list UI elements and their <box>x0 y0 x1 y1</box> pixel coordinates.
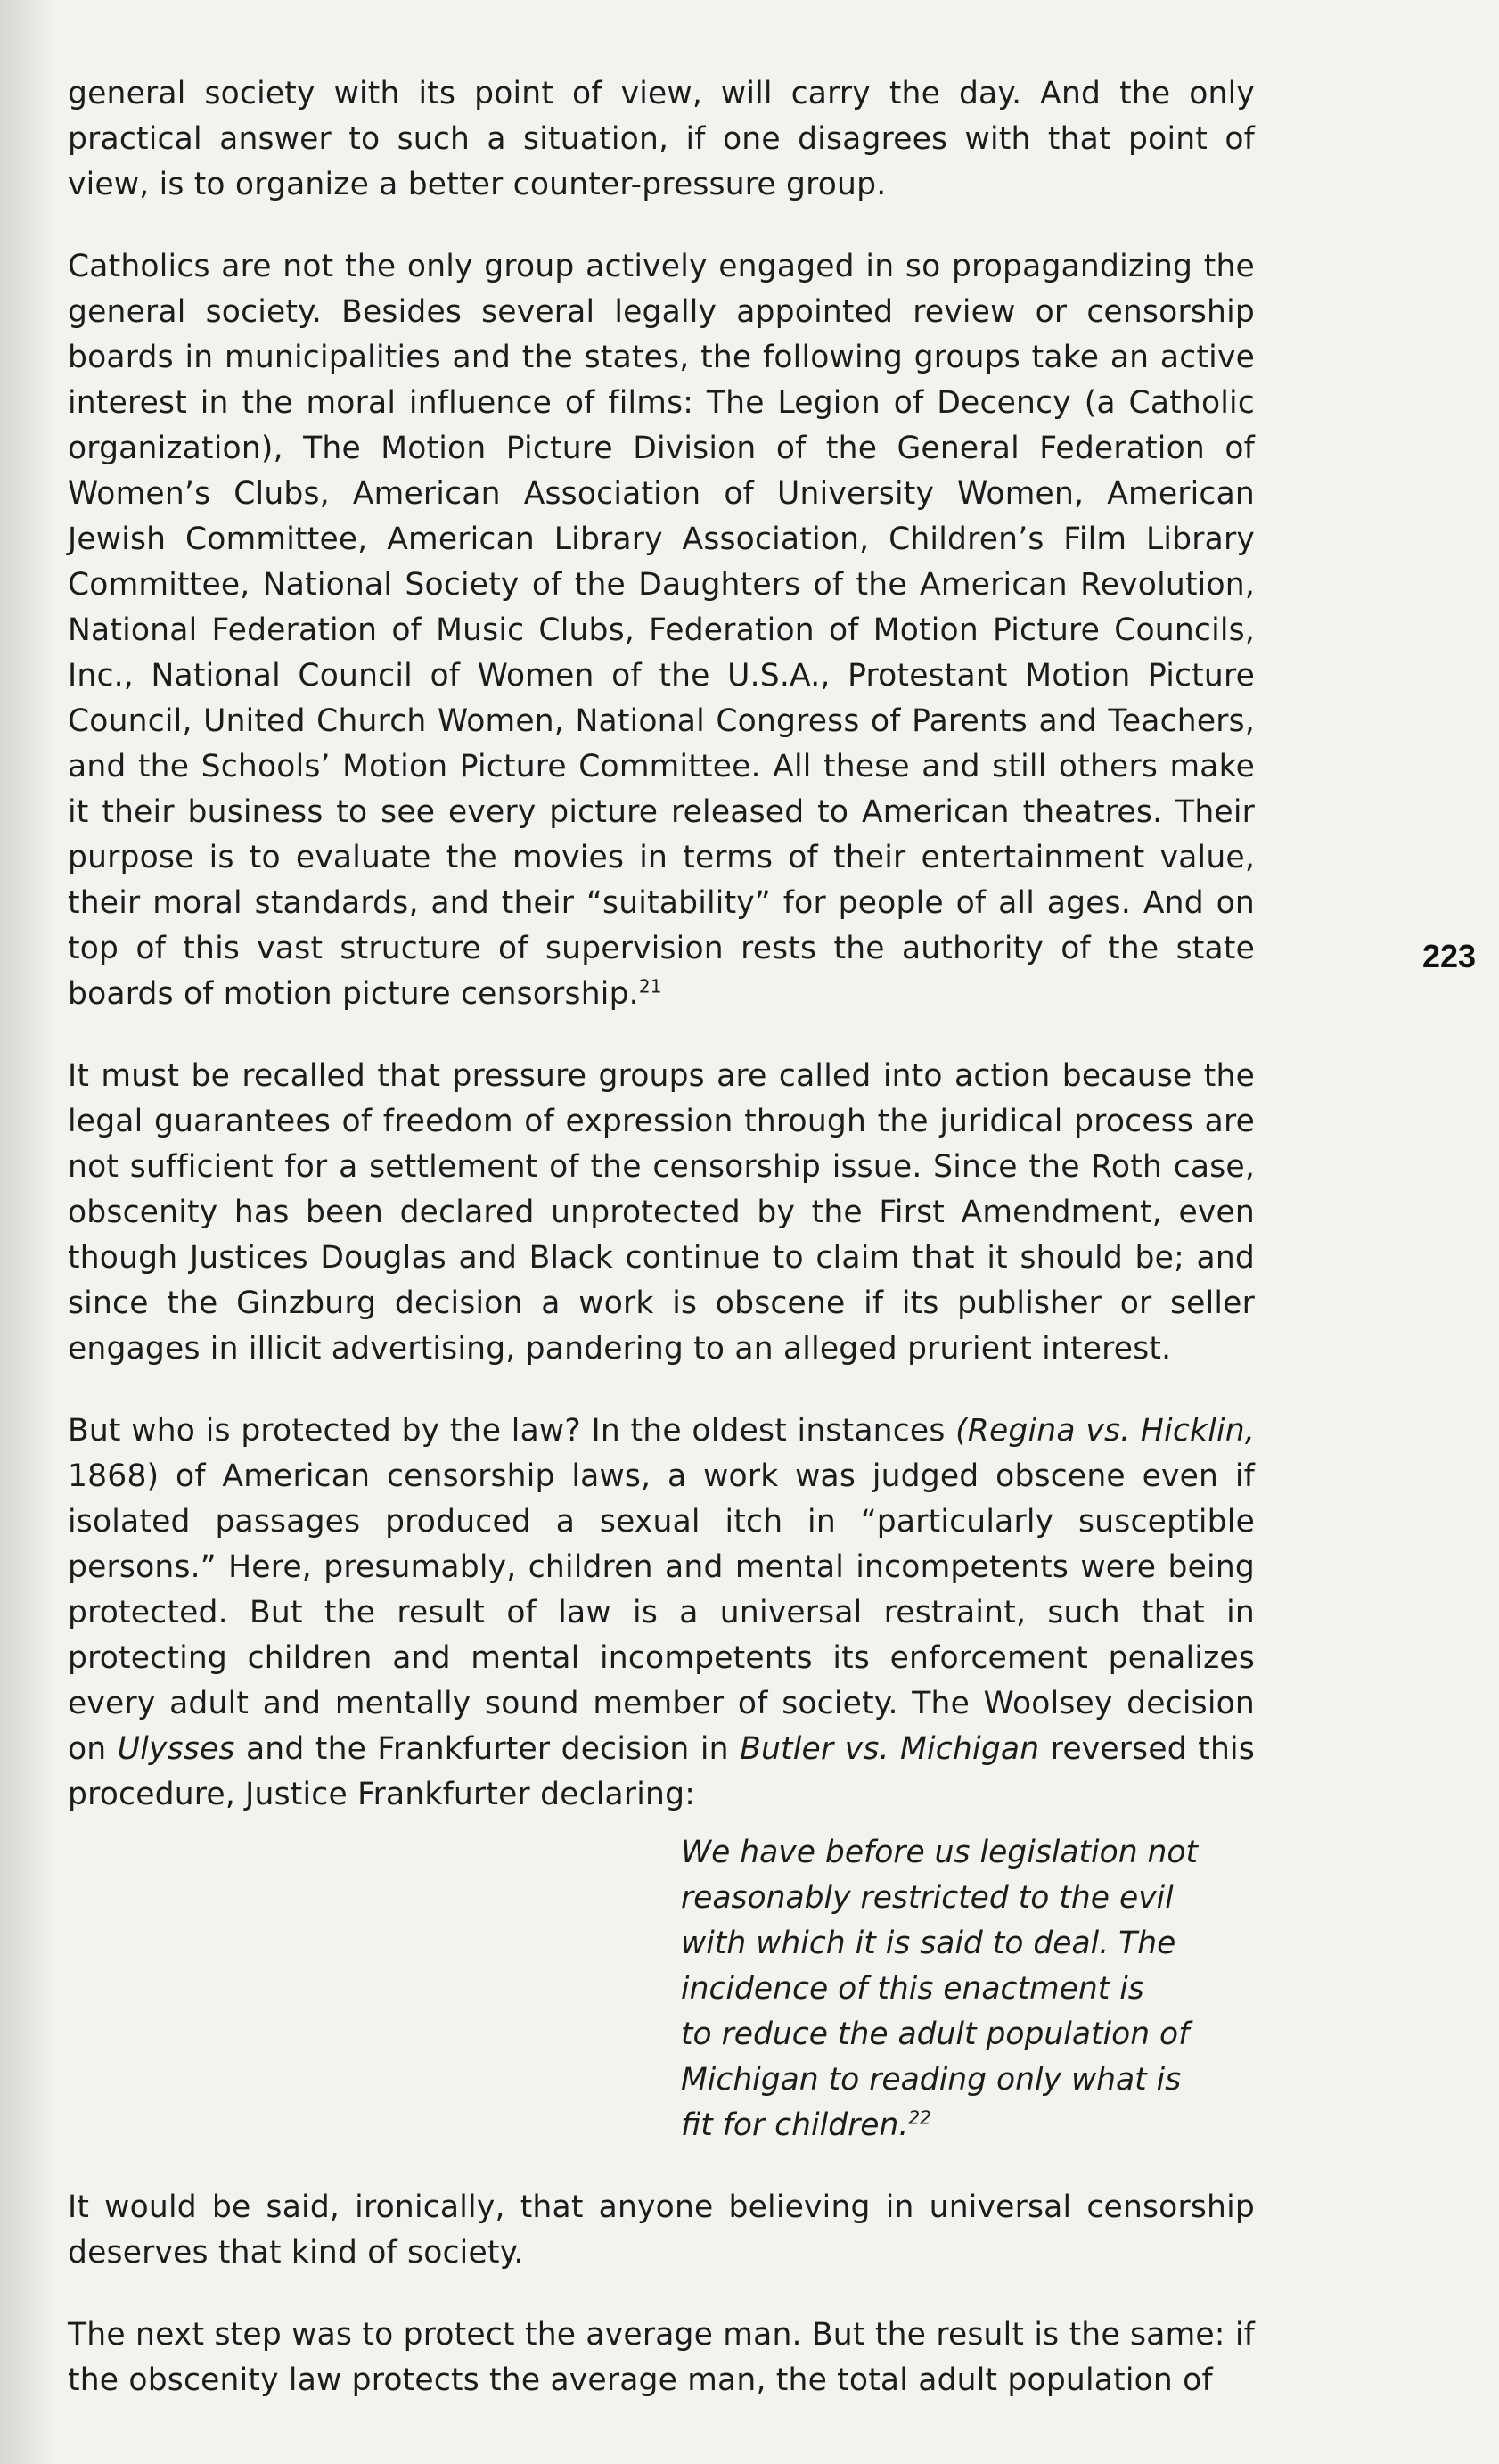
frankfurter-quote <box>681 1830 1233 2148</box>
paragraph-3-text: It must be recalled that pressure groups are called into action because the legal guarantees of freedom of expression through the juridical process are not sufficient for a settlement of the censorship issue. Since the Roth case, obscenity has been declared unprotected by the First Amendment, even though Justices Douglas and Black continue to claim that it should be; and since the Ginzburg decision a work is obscene if its publisher or seller engages in illicit advertising, pandering to an alleged prurient interest. <box>68 1058 1255 1367</box>
paragraph-2 <box>68 244 1255 1017</box>
paragraph-5 <box>68 2185 1255 2276</box>
paragraph-1 <box>68 71 1255 208</box>
quote-line-7 <box>681 2103 1233 2148</box>
page-gutter-shadow <box>0 0 53 2464</box>
paragraph-4-text-g: reversed this procedure, Justice Frankfurter declaring: <box>68 1731 1256 1812</box>
text-column <box>68 71 1255 2440</box>
quote-line-3: with which it is said to deal. The <box>681 1926 1176 1961</box>
paragraph-4-text-c: 1868) of American censorship laws, a work was judged obscene even if isolated passages produced a sexual itch in “particularly susceptible persons.” Here, presumably, children and mental incompetents were being protected. But the result of law is a universal restraint, such that in protecting children and mental incompetents its enforcement penalizes every adult and mentally sound member of society. The Woolsey decision on <box>68 1458 1255 1767</box>
quote-line-1: We have before us legislation not <box>681 1835 1199 1870</box>
paragraph-5-text: It would be said, ironically, that anyone believing in universal censorship deserves that kind of society. <box>68 2189 1255 2271</box>
book-title-ulysses: Ulysses <box>117 1731 235 1767</box>
paragraph-6 <box>68 2312 1255 2403</box>
case-citation-regina-hicklin: (Regina vs. Hicklin, <box>955 1413 1255 1449</box>
paragraph-4-text-a: But who is protected by the law? In the oldest instances <box>68 1413 956 1449</box>
footnote-marker-21: 21 <box>638 975 662 998</box>
quote-line-6: Michigan to reading only what is <box>681 2062 1182 2098</box>
paragraph-1-text: general society with its point of view, will carry the day. And the only practical answer to such a situation, if one disagrees with that point of view, is to organize a better counter-pressure group. <box>68 76 1255 202</box>
page-number: 223 <box>1422 938 1477 974</box>
quote-line-5: to reduce the adult population of <box>681 2016 1190 2052</box>
paragraph-6-text: The next step was to protect the average man. But the result is the same: if the obscenity law protects the average man, the total adult population of <box>68 2317 1255 2398</box>
paragraph-4-text-e: and the Frankfurter decision in <box>234 1731 741 1767</box>
case-citation-butler-michigan: Butler vs. Michigan <box>740 1731 1040 1767</box>
paragraph-2-text: Catholics are not the only group actively engaged in so propagandizing the general society. Besides several legally appointed review or censorship boards in municipalities and the states, the following groups take an active interest in the moral influence of films: The Legion of Decency (a Catholic organization), The Motion Picture Division of the General Federation of Women’s Clubs, American Association of University Women, American Jewish Committee, American Library Association, Children’s Film Library Committee, National Society of the Daughters of the American Revolution, National Federation of Music Clubs, Federation of Motion Picture Councils, Inc., National Council of Women of the U.S.A., Protestant Motion Picture Council, United Church Women, National Congress of Parents and Teachers, and the Schools’ Motion Picture Committee. All these and still others make it their business to see every picture released to American theatres. Their purpose is to evaluate the movies in terms of their entertainment value, their moral standards, and their “suitability” for people of all ages. And on top of this vast structure of supervision rests the authority of the state boards of motion picture censorship. <box>68 249 1255 1012</box>
footnote-marker-22: 22 <box>908 2107 931 2129</box>
quote-line-4: incidence of this enactment is <box>681 1971 1144 2007</box>
quote-line-2: reasonably restricted to the evil <box>681 1880 1174 1916</box>
paragraph-4 <box>68 1409 1255 1818</box>
paragraph-3 <box>68 1054 1255 1372</box>
quote-line-7-text: fit for children. <box>681 2107 909 2143</box>
